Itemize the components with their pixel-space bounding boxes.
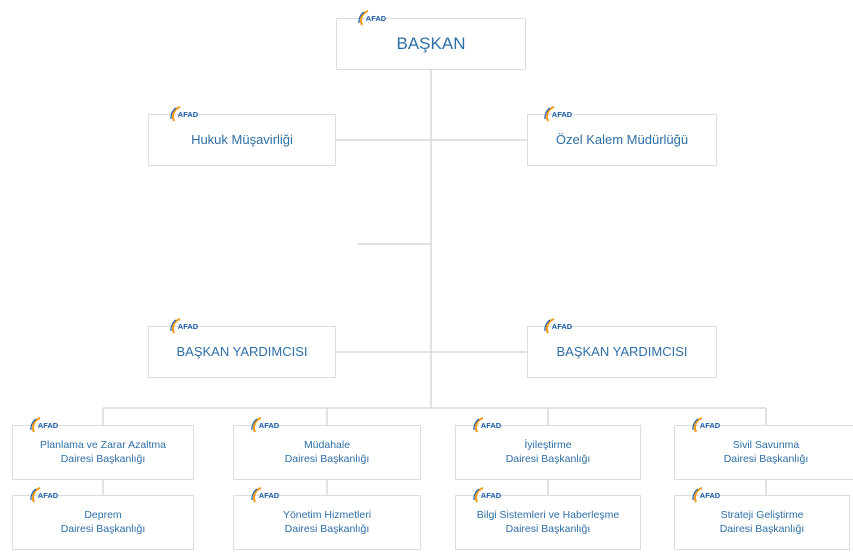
- afad-logo: [471, 485, 505, 505]
- afad-logo: [356, 8, 390, 28]
- svg-text:AFAD: AFAD: [699, 421, 721, 430]
- svg-text:AFAD: AFAD: [177, 110, 199, 119]
- node-iyilestirme-label: İyileştirme Dairesi Başkanlığı: [505, 439, 591, 465]
- afad-logo: [168, 316, 202, 336]
- afad-logo: [249, 415, 283, 435]
- svg-text:AFAD: AFAD: [365, 14, 387, 23]
- node-planlama-label: Planlama ve Zarar Azaltma Dairesi Başkanlığı: [39, 439, 167, 465]
- svg-text:AFAD: AFAD: [551, 322, 573, 331]
- node-ozel-kalem-label: Özel Kalem Müdürlüğü: [555, 131, 689, 147]
- node-yardimci-left-label: BAŞKAN YARDIMCISI: [176, 343, 308, 359]
- node-hukuk-label: Hukuk Müşavirliği: [191, 131, 293, 147]
- svg-text:AFAD: AFAD: [258, 491, 280, 500]
- svg-text:AFAD: AFAD: [258, 421, 280, 430]
- node-sivil-savunma-label: Sivil Savunma Dairesi Başkanlığı: [723, 439, 809, 465]
- node-deprem-label: Deprem Dairesi Başkanlığı: [60, 509, 146, 535]
- afad-logo: [168, 104, 202, 124]
- afad-logo: [542, 104, 576, 124]
- node-yonetim-label: Yönetim Hizmetleri Dairesi Başkanlığı: [282, 509, 372, 535]
- svg-text:AFAD: AFAD: [551, 110, 573, 119]
- svg-text:AFAD: AFAD: [699, 491, 721, 500]
- afad-logo: [542, 316, 576, 336]
- svg-text:AFAD: AFAD: [37, 491, 59, 500]
- afad-logo: [690, 415, 724, 435]
- svg-text:AFAD: AFAD: [480, 421, 502, 430]
- svg-text:AFAD: AFAD: [177, 322, 199, 331]
- node-yardimci-right-label: BAŞKAN YARDIMCISI: [556, 343, 688, 359]
- node-baskan-label: BAŞKAN: [396, 34, 466, 54]
- afad-logo: [249, 485, 283, 505]
- node-bilgi-label: Bilgi Sistemleri ve Haberleşme Dairesi Başkanlığı: [476, 509, 620, 535]
- svg-text:AFAD: AFAD: [37, 421, 59, 430]
- afad-logo: [28, 415, 62, 435]
- node-strateji-label: Strateji Geliştirme Dairesi Başkanlığı: [719, 509, 805, 535]
- afad-logo: [471, 415, 505, 435]
- svg-text:AFAD: AFAD: [480, 491, 502, 500]
- afad-logo: [28, 485, 62, 505]
- node-mudahale-label: Müdahale Dairesi Başkanlığı: [284, 439, 370, 465]
- afad-logo: [690, 485, 724, 505]
